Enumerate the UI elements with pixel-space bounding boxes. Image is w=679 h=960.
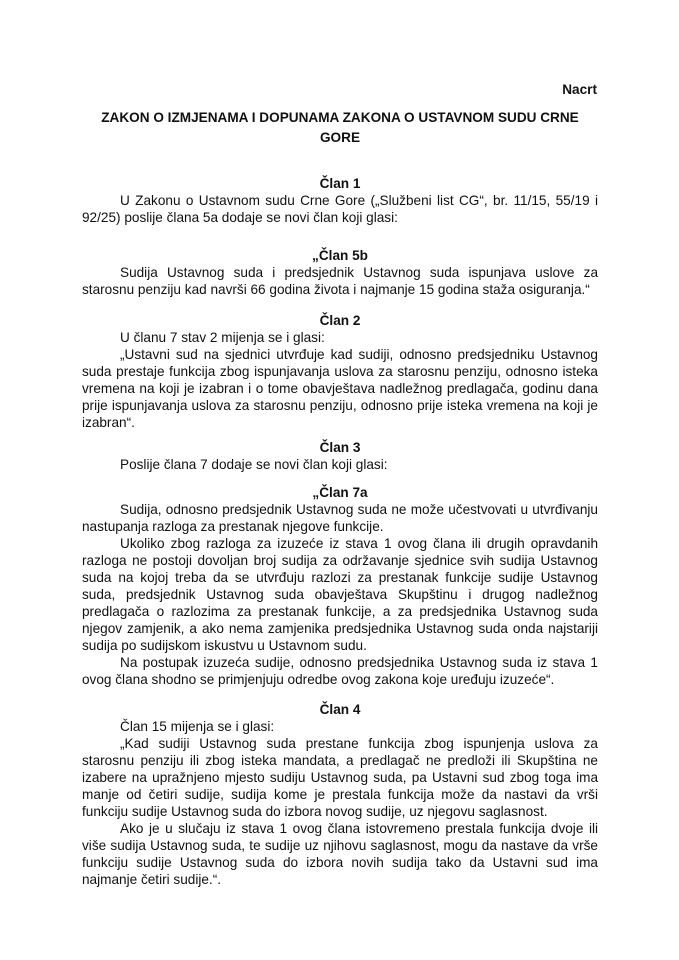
article-heading: „Član 7a [312,485,368,500]
article-heading: Član 4 [319,702,361,717]
document-title: ZAKON O IZMJENAMA I DOPUNAMA ZAKONA O USTAVNOM SUDU CRNE GORE [101,110,579,145]
paragraph: „Kad sudiji Ustavnog suda prestane funkcija zbog ispunjenja uslova za starosnu penziju ili zbog isteka mandata, a predlagač ne predloži ili Skupština ne izabere na upražnjeno mjesto sudiju Ustavnog suda, pa Ustavni sud zbog toga ima manje od četiri sudije, sudija kome je prestala funkcija može da nastavi da vrši funkciju sudije Ustavnog suda do izbora novog sudije, uz njegovu saglasnost. [82,736,598,819]
paragraph: Član 15 mijenja se i glasi: [120,719,275,734]
paragraph: Ukoliko zbog razloga za izuzeće iz stava 1 ovog člana ili drugih opravdanih razloga ne postoji dovoljan broj sudija za održavanje sjednice svih sudija Ustavnog suda na kojoj treba da se utvrđuju razlozi za prestanak funkcije sudije Ustavnog suda, predsjednik Ustavnog suda obavještava Skupštinu i drugog nadležnog predlagača o razlozima za prestanak funkcije, a za predsjednika Ustavnog suda njegov zamjenik, a ako nema zamjenika predsjednika Ustavnog suda onda najstariji sudija po sudijskom iskustvu u Ustavnom sudu. [82,536,598,653]
article-5b [82,247,598,298]
article-7a [82,484,598,688]
paragraph: Na postupak izuzeća sudije, odnosno predsjednika Ustavnog suda iz stava 1 ovog člana shodno se primjenjuju odredbe ovog zakona koje uređuju izuzeće“. [82,655,598,687]
draft-label: Nacrt [562,82,597,97]
paragraph: Ako je u slučaju iz stava 1 ovog člana istovremeno prestala funkcija dvoje ili više sudija Ustavnog suda, te sudije uz njihovu saglasnost, mogu da nastave da vrše funkciju sudije Ustavnog suda do izbora novih sudija tako da Ustavni sud ima najmanje četiri sudije.“. [82,821,598,887]
paragraph: U Zakonu o Ustavnom sudu Crne Gore („Službeni list CG“, br. 11/15, 55/19 i 92/25) poslije člana 5a dodaje se novi član koji glasi: [82,193,598,225]
paragraph: Poslije člana 7 dodaje se novi član koji glasi: [120,457,388,472]
paragraph: Sudija, odnosno predsjednik Ustavnog suda ne može učestvovati u utvrđivanju nastupanja razloga za prestanak njegove funkcije. [82,502,598,534]
article-3 [82,439,598,473]
article-2 [82,312,598,431]
article-4 [82,701,598,888]
article-1 [82,175,598,226]
paragraph: U članu 7 stav 2 mijenja se i glasi: [120,330,325,345]
paragraph: „Ustavni sud na sjednici utvrđuje kad sudiji, odnosno predsjedniku Ustavnog suda prestaje funkcija zbog ispunjavanja uslova za starosnu penziju, odnosno isteka vremena na koji je izabran i o tome obavještava nadležnog predlagača, godinu dana prije ispunjavanja uslova za starosnu penziju, odnosno prije isteka vremena na koji je izabran“. [82,347,598,430]
article-heading: „Član 5b [312,248,368,263]
article-heading: Član 2 [319,313,361,328]
article-heading: Član 3 [319,440,361,455]
article-heading: Član 1 [319,176,361,191]
paragraph: Sudija Ustavnog suda i predsjednik Ustavnog suda ispunjava uslove za starosnu penziju kad navrši 66 godina života i najmanje 15 godina staža osiguranja.“ [82,265,598,297]
